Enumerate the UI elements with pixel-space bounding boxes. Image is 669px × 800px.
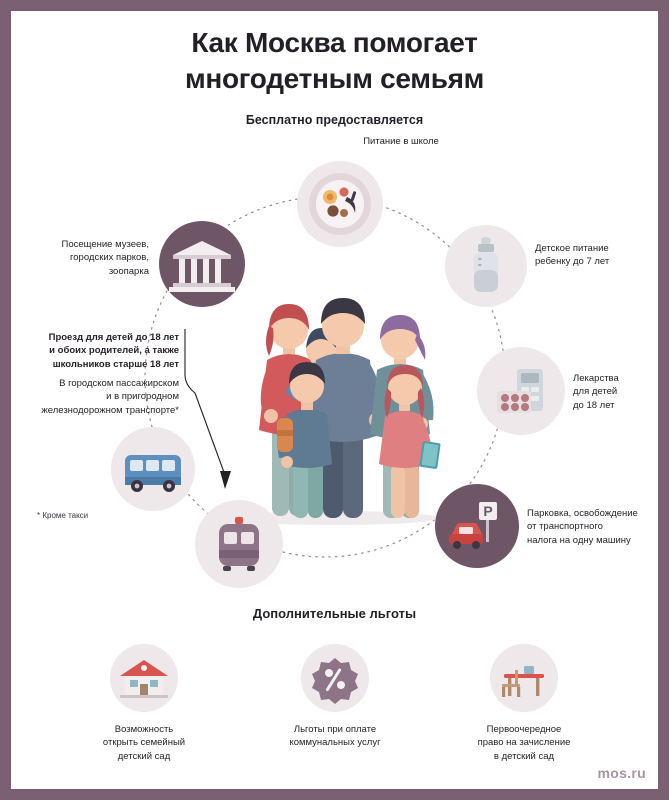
train-icon	[195, 500, 283, 588]
caption-utility-discount: Льготы при оплате коммунальных услуг	[289, 724, 381, 749]
badge-school-meals[interactable]	[297, 161, 383, 247]
museum-building-icon	[159, 221, 245, 307]
page-title-line-1: Как Москва помогает	[191, 27, 478, 58]
badge-bus[interactable]	[111, 427, 195, 511]
caption-medicines: Лекарства для детей до 18 лет	[573, 373, 619, 411]
badge-family-kindergarten[interactable]	[110, 644, 178, 712]
badge-utility-discount[interactable]	[301, 644, 369, 712]
badge-museums[interactable]	[159, 221, 245, 307]
house-kindergarten-icon	[110, 644, 178, 712]
family-illustration	[217, 264, 453, 527]
plate-with-food-icon	[297, 161, 383, 247]
caption-school-meals: Питание в школе	[363, 136, 439, 147]
svg-text:P: P	[483, 503, 493, 519]
caption-baby-food: Детское питание ребенку до 7 лет	[535, 243, 610, 268]
parking-car-icon	[435, 484, 519, 568]
transport-regular-text: В городском пассажирском и в пригородном железнодорожном транспорте*	[41, 378, 179, 416]
medicine-pills-icon	[477, 347, 565, 435]
percent-badge-icon	[301, 644, 369, 712]
caption-parking: Парковка, освобождение от транспортного налога на одну машину	[527, 508, 638, 546]
bus-icon	[111, 427, 195, 511]
badge-train[interactable]	[195, 500, 283, 588]
transport-footnote: * Кроме такси	[37, 511, 89, 520]
badge-kindergarten-priority[interactable]	[490, 644, 558, 712]
desk-chair-icon	[490, 644, 558, 712]
transport-bold-text: Проезд для детей до 18 лет и обоих родителей, а также школьников старше 18 лет	[48, 332, 179, 370]
badge-medicines[interactable]	[477, 347, 565, 435]
caption-museums: Посещение музеев, городских парков, зоопарка	[61, 239, 149, 277]
infographic-canvas	[11, 11, 658, 789]
caption-family-kindergarten: Возможность открыть семейный детский сад	[102, 724, 186, 762]
subtitle-free-benefits: Бесплатно предоставляется	[245, 113, 424, 127]
page-title	[11, 25, 658, 97]
page-title-line-2: многодетным семьям	[184, 62, 485, 94]
watermark-mos-ru: mos.ru	[597, 765, 646, 781]
caption-kindergarten-priority: Первоочередное право на зачисление в детский сад	[477, 724, 571, 762]
badge-baby-food[interactable]	[445, 225, 527, 307]
badge-parking[interactable]	[435, 484, 519, 568]
baby-bottle-icon	[445, 225, 527, 307]
section-title-extra-benefits: Дополнительные льготы	[252, 606, 417, 621]
